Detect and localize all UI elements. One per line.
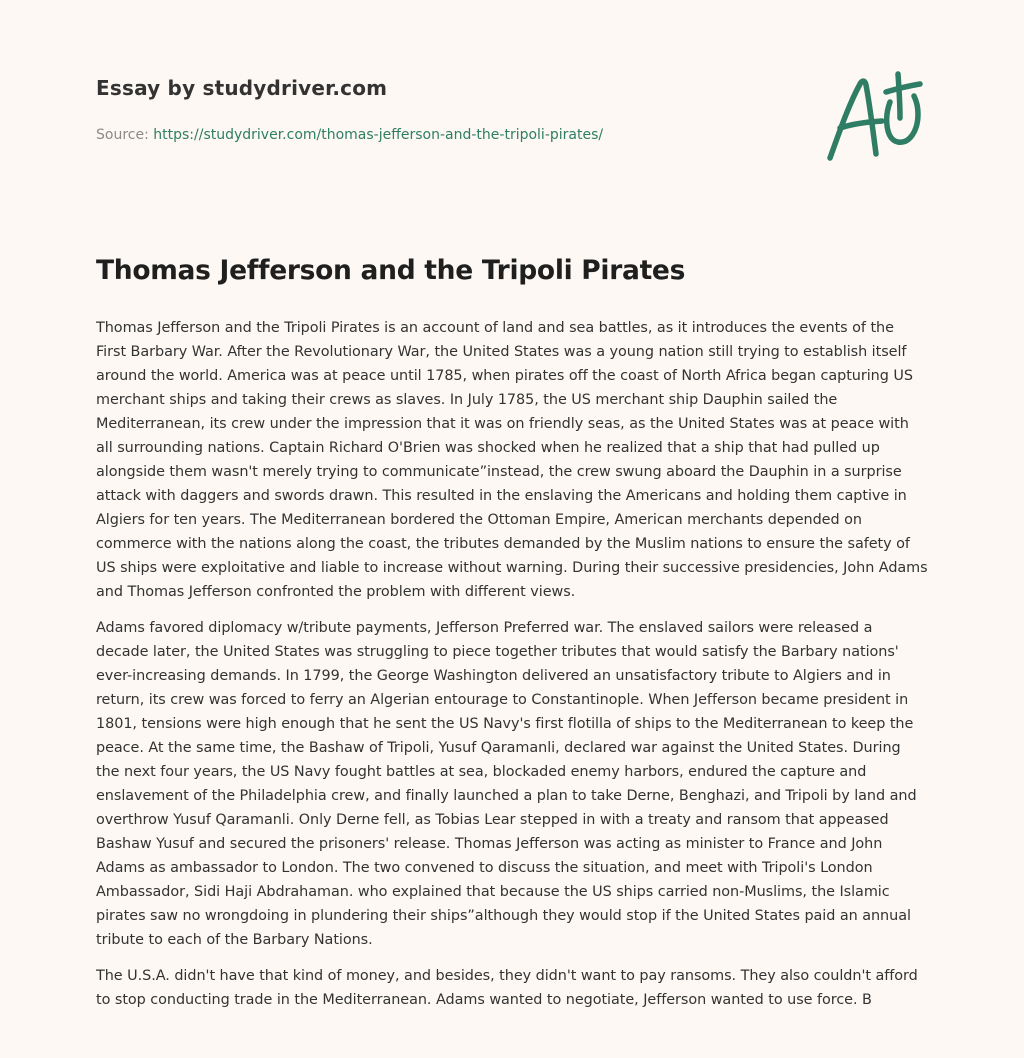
logo-plus-vertical [898, 74, 900, 118]
article-title: Thomas Jefferson and the Tripoli Pirates [96, 255, 686, 286]
article-body [96, 316, 928, 1024]
paragraph: The U.S.A. didn't have that kind of money, and besides, they didn't want to pay ransoms. They also couldn't afford to stop conducting trade in the Mediterranean. Adams wanted to negotiate, Jefferson wanted to use force. B [96, 968, 918, 1008]
a-plus-logo-icon [820, 66, 930, 166]
source-line [96, 127, 796, 143]
logo-plus-horizontal [886, 84, 920, 92]
paragraph: Adams favored diplomacy w/tribute payments, Jefferson Preferred war. The enslaved sailors were released a decade later, the United States was struggling to piece together tributes that would satisfy the Barbary nations' ever-increasing demands. In 1799, the George Washington delivered an unsatisfactory tribute to Algiers and in return, its crew was forced to ferry an Algerian entourage to Constantinople. When Jefferson became president in 1801, tensions were high enough that he sent the US Navy's first flotilla of ships to the Mediterranean to keep the peace. At the same time, the Bashaw of Tripoli, Yusuf Qaramanli, declared war against the United States. During the next four years, the US Navy fought battles at sea, blockaded enemy harbors, endured the capture and enslavement of the Philadelphia crew, and finally launched a plan to take Derne, Benghazi, and Tripoli by land and overthrow Yusuf Qaramanli. Only Derne fell, as Tobias Lear stepped in with a treaty and ransom that appeased Bashaw Yusuf and secured the prisoners' release. Thomas Jefferson was acting as minister to France and John Adams as ambassador to London. The two convened to discuss the situation, and meet with Tripoli's London Ambassador, Sidi Haji Abdrahaman. who explained that because the US ships carried non-Muslims, the Islamic pirates saw no wrongdoing in plundering their ships”although they would stop if the United States paid an annual tribute to each of the Barbary Nations. [96, 620, 917, 948]
source-link[interactable]: https://studydriver.com/thomas-jefferson-and-the-tripoli-pirates/ [153, 127, 604, 143]
brand-title: Essay by studydriver.com [96, 76, 388, 100]
paragraph: Thomas Jefferson and the Tripoli Pirates is an account of land and sea battles, as it introduces the events of the First Barbary War. After the Revolutionary War, the United States was a young nation still trying to establish itself around the world. America was at peace until 1785, when pirates off the coast of North Africa began capturing US merchant ships and taking their crews as slaves. In July 1785, the US merchant ship Dauphin sailed the Mediterranean, its crew under the impression that it was on friendly seas, as the United States was at peace with all surrounding nations. Captain Richard O'Brien was shocked when he realized that a ship that had pulled up alongside them wasn't merely trying to communicate”instead, the crew swung aboard the Dauphin in a surprise attack with daggers and swords drawn. This resulted in the enslaving the Americans and holding them captive in Algiers for ten years. The Mediterranean bordered the Ottoman Empire, American merchants depended on commerce with the nations along the coast, the tributes demanded by the Muslim nations to ensure the safety of US ships were exploitative and liable to increase without warning. During their successive presidencies, John Adams and Thomas Jefferson confronted the problem with different views. [96, 320, 928, 600]
a-plus-strokes [830, 74, 920, 158]
source-label: Source: [96, 127, 154, 143]
page-header [96, 76, 796, 143]
logo-crossbar-stroke [840, 121, 882, 128]
